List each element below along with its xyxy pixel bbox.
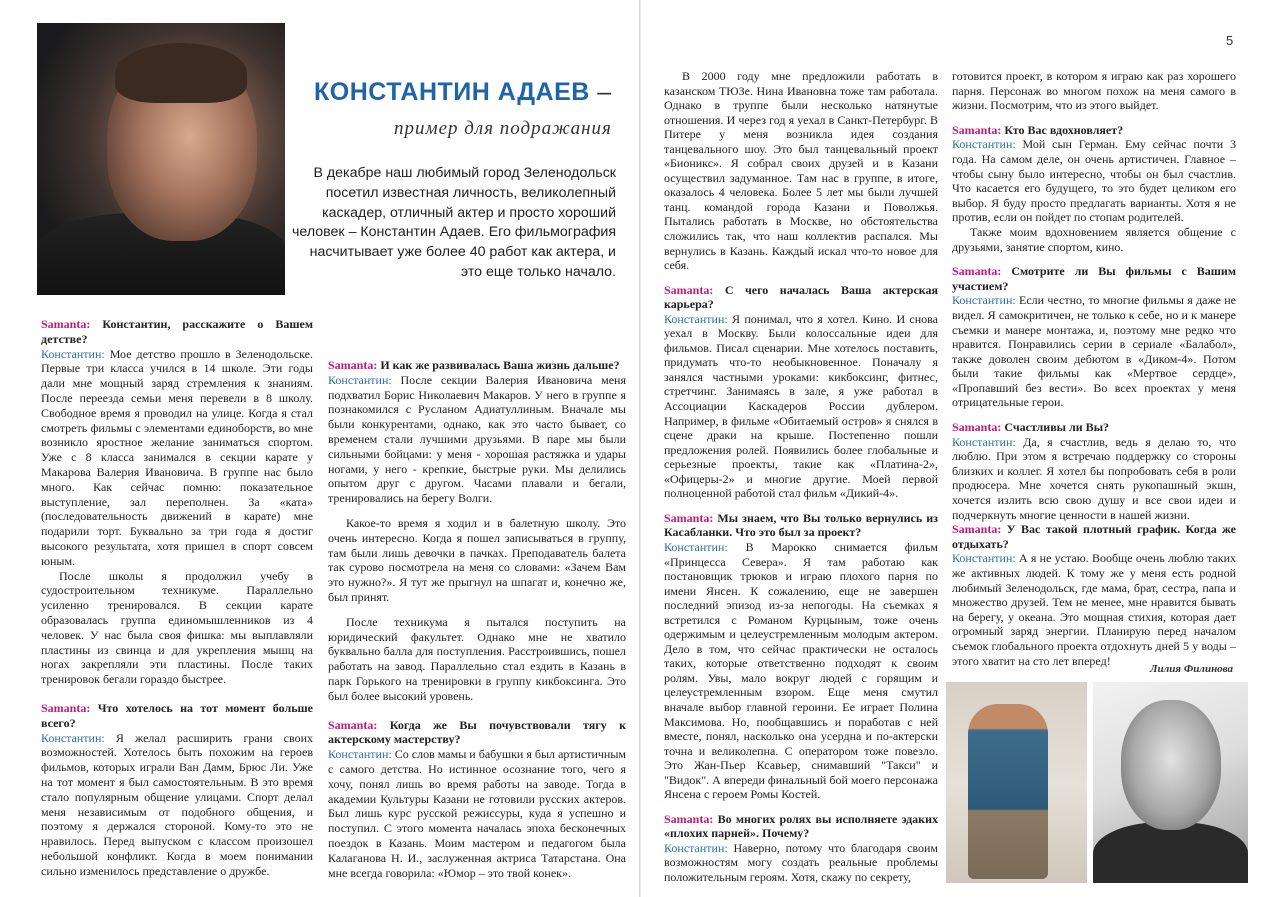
portrait-photo	[37, 23, 285, 295]
answer: Константин: Я понимал, что я хотел. Кино. И снова уехал в Москву. Были колоссальные идеи для фильмов. Писал сценарии. Мне хотелось поставить, придумать что-то необыкновенное. Поначалу я занялся частными уроками: кикбоксинг, фитнес, стретчинг. Занимаясь в зале, я уже работал в Ассоциации Каскадеров России дублером. Например, в фильме «Обитаемый остров» я снялся в сцене драки на крыше. Постепенно пошли предложения ролей. Появились более глобальные и серьезные проекты, такие как «Платина-2», «Офицеры-2» и многие другие. Моей первой полноценной работой стал фильм «Дикий-4».	[664, 311, 939, 501]
answer: Константин: Со слов мамы и бабушки я был артистичным с самого детства. Но истинное осознание того, чего я хочу, понял лишь во время работы на заводе. Тогда в академии Культуры Казани не готовили русских актеров. Был лишь курс русской режиссуры, куда я успешно и поступил. С этого момента началась эпоха бесконечных поездок в Казань. Моим мастером и педагогом была Калаганова Н. И., заслуженная актриса Татарстана. Она мне всегда говорила: «Юмор – это твой конек».	[328, 747, 627, 880]
paragraph: В 2000 году мне предложили работать в казанском ТЮЗе. Нина Ивановна тоже там работала. Однако в труппе были несколько натянутые отношения. И через год я уехал в Санкт-Петербург. В Питере у меня возникла идея создания танцевального шоу. Это был танцевальный проект «Бионикс». Я собрал своих друзей и в Казани осуществил задуманное. Там нас в группе, в итоге, оказалось 4 человека. Более 5 лет мы были лучшей танц. командой города Казани и Поволжья. Пытались работать в Москве, но обстоятельства сложились так, что наш коллектив распался. Мы вернулись в Казань. Каждый искал что-то новое для себя.	[664, 69, 938, 273]
page-spine	[639, 0, 641, 897]
column-1	[41, 317, 313, 878]
author-signature: Лилия Филинова	[1150, 663, 1234, 675]
question: Samanta: Смотрите ли Вы фильмы с Вашим участием?	[952, 264, 1237, 293]
paragraph: готовится проект, в котором я играю как раз хорошего парня. Персонаж во многом похож на меня самого в жизни. Посмотрим, что из этого выйдет.	[952, 69, 1236, 113]
article-title	[314, 78, 614, 107]
question: Samanta: И как же развивалась Ваша жизнь дальше?	[328, 358, 620, 372]
interviewee-label: Константин:	[41, 346, 105, 361]
question: Samanta: Во многих ролях вы исполняете эдаких «плохих парней». Почему?	[664, 811, 938, 841]
answer: Константин: Мое детство прошло в Зеленодольске. Первые три класса учился в 14 школе. Эти годы дали мне мощный заряд стремления к знаниям. После переезда семьи меня перевели в 8 школу. Свободное время я проводил на улице. Когда я стал смотреть фильмы с элементами единоборств, во мне возникло яростное желание заниматься спортом. Уже с 8 класса занимался в секции карате у Макарова Валерия Ивановича. В группе нас было много. Как сейчас помню: показательное выступление, зал переполнен. За «ката» (последовательность движений в карате) мне подарили торт. Буквально за три года я достиг высокого результата, хотя пришел в спорт совсем юным.	[41, 346, 313, 568]
answer: Константин: В Марокко снимается фильм «Принцесса Севера». Я там работаю как постановщик трюков и играю плохого парня по имени Янсен. К сожалению, еще не завершен последний эпизод из-за непогоды. На съемках я встретился с Романом Курцыным, тоже очень одержимым и целеустремленным молодым актером. Дело в том, что сейчас практически не осталось таких, которые ответственно подходят к своим ролям. Увы, мало вокруг людей с горящим и целеустремленным взором. Еще меня смутил вначале выбор главной героини. Ее играет Полина Максимова. Но, пообщавшись и поработав с ней вместе, понял, насколько она усердна и по-актерски точна и великолепна. С оператором тоже повезло. Это Жан-Пьер Ксавьер, снимавший "Такси" и "Видок". А впереди финальный бой моего персонажа Янсена с героем Ромы Костей.	[664, 539, 939, 802]
title-dash: –	[597, 78, 612, 106]
paragraph: Также моим вдохновением является общение с друзьями, занятие спортом, кино.	[952, 224, 1236, 254]
question: Samanta: С чего началась Ваша актерская карьера?	[664, 282, 938, 312]
column-2	[328, 358, 626, 880]
paragraph: После техникума я пытался поступить на юридический факультет. Однако мне не хватило буквально балла для поступления. Расстроившись, пошел работать на завод. Параллельно стал ездить в Казань в парк Горького на тренировки в группу кикбоксинга. Это был более высокий уровень.	[328, 614, 626, 703]
bw-portrait-photo	[1093, 682, 1248, 883]
question: Samanta: Кто Вас вдохновляет?	[952, 122, 1124, 137]
question: Samanta: Что хотелось на тот момент больше всего?	[41, 700, 313, 730]
article-subtitle: пример для подражания	[394, 118, 612, 139]
answer: Константин: Наверно, потому что благодаря своим возможностям могу создать реальные проблемы положительным героям. Хотя, скажу по секрету,	[664, 840, 938, 884]
title-text: КОНСТАНТИН АДАЕВ	[314, 78, 590, 106]
answer: Константин: А я не устаю. Вообще очень люблю таких же активных людей. К тому же у меня есть родной любимый Зеленодольск, где мама, брат, сестра, папа и множество друзей. Тем не менее, мне нравится бывать на берегу, у океана. Это мощная стихия, которая дает огромный заряд энергии. Планирую перед началом съемок глобального проекта отдохнуть дней 5 у воды – этого хватит на сто лет вперед!	[952, 551, 1237, 668]
question: Samanta: Когда же Вы почувствовали тягу к актерскому мастерству?	[328, 717, 626, 747]
question: Samanta: Счастливы ли Вы?	[952, 420, 1110, 435]
paragraph: Какое-то время я ходил и в балетную школу. Это очень интересно. Когда я пошел записываться в группу, там были лишь девочки в пачках. Преподаватель балета так сурово посмотрела на меня со словами: «Зачем Вам это нужно?». Я тут же прыгнул на шпагат и, конечно же, был принят.	[328, 515, 626, 604]
interviewer-label: Samanta:	[41, 317, 91, 331]
action-photo	[946, 682, 1087, 883]
answer: Константин: Если честно, то многие фильмы я даже не видел. Я самокритичен, не только к себе, но и к манере съемки и манере монтажа, и, поэтому мне редко что нравится. Понравились серии в сериале «Балабол», также доволен своим дебютом в «Диком-4». Потом были такие фильмы как «Мертвое сердце», «Пропавший без вести». Во всех проектах у меня отрицательные герои.	[952, 293, 1237, 410]
paragraph: После школы я продолжил учебу в судостроительном техникуме. Параллельно усиленно тренировался. В секции карате образовалась группа единомышленников из 4 человек. У нас была своя фишка: мы выплавляли пластины из свинца и для укрепления мышц на ногах закрепляли эти пластины. После таких тренировок бегали гораздо быстрее.	[41, 568, 313, 687]
answer: Константин: Да, я счастлив, ведь я делаю то, что люблю. При этом я встречаю поддержку со стороны близких и коллег. Я хотел бы попробовать себя в роли продюсера. Мне хочется снять рукопашный экшн, хочется излить всю свою душу и все свои идеи и подчеркнуть многие ценности в нашей жизни.	[952, 434, 1237, 522]
answer: Константин: Я желал расширить грани своих возможностей. Хотелось быть похожим на героев фильмов, которых играли Ван Дамм, Брюс Ли. Уже на тот момент я был самостоятельным. В это время стало популярным общение улицами. Спорт делал меня независимым от подобного общения, и поэтому я держался стороной. Кому-то это не нравилось. Перед выпуском с классом произошел небольшой конфликт. Когда в моем понимании сильно изменилось представление о дружбе.	[41, 730, 314, 878]
answer: Константин: Мой сын Герман. Ему сейчас почти 3 года. На самом деле, он очень артистичен. Главное – чтобы сыну было интересно, чтобы он был счастлив. Что касается его будущего, то это будет целиком его выбор. Я буду просто предлагать варианты. Хотя я не против, если он пойдет по стопам родителей.	[952, 137, 1237, 225]
column-3	[664, 69, 938, 885]
answer: Константин: После секции Валерия Ивановича меня подхватил Борис Николаевич Макаров. У него в группе я познакомился с Русланом Адиатуллиным. Вначале мы были конкурентами, однако, как это часто бывает, со временем стали лучшими друзьями. В паре мы были сильными бойцами: у меня - хорошая растяжка и удары ногами, у него - крепкие, быстрые руки. Мы делились опытом друг с другом. Часами плавали и бегали, тренировались на берегу Волги.	[328, 372, 626, 506]
column-4	[952, 69, 1236, 668]
question: Samanta: У Вас такой плотный график. Когда же отдыхать?	[952, 522, 1237, 551]
question: Samanta: Константин, расскажите о Вашем детстве?	[41, 317, 313, 346]
question: Samanta: Мы знаем, что Вы только вернулись из Касабланки. Что это был за проект?	[664, 510, 939, 540]
article-lead: В декабре наш любимый город Зеленодольск посетил известная личность, великолепный каскадер, отличный актер и просто хороший человек – Константин Адаев. Его фильмография насчитывает уже более 40 работ как актера, и это еще только начало.	[292, 165, 616, 280]
page-number: 5	[1226, 33, 1234, 48]
